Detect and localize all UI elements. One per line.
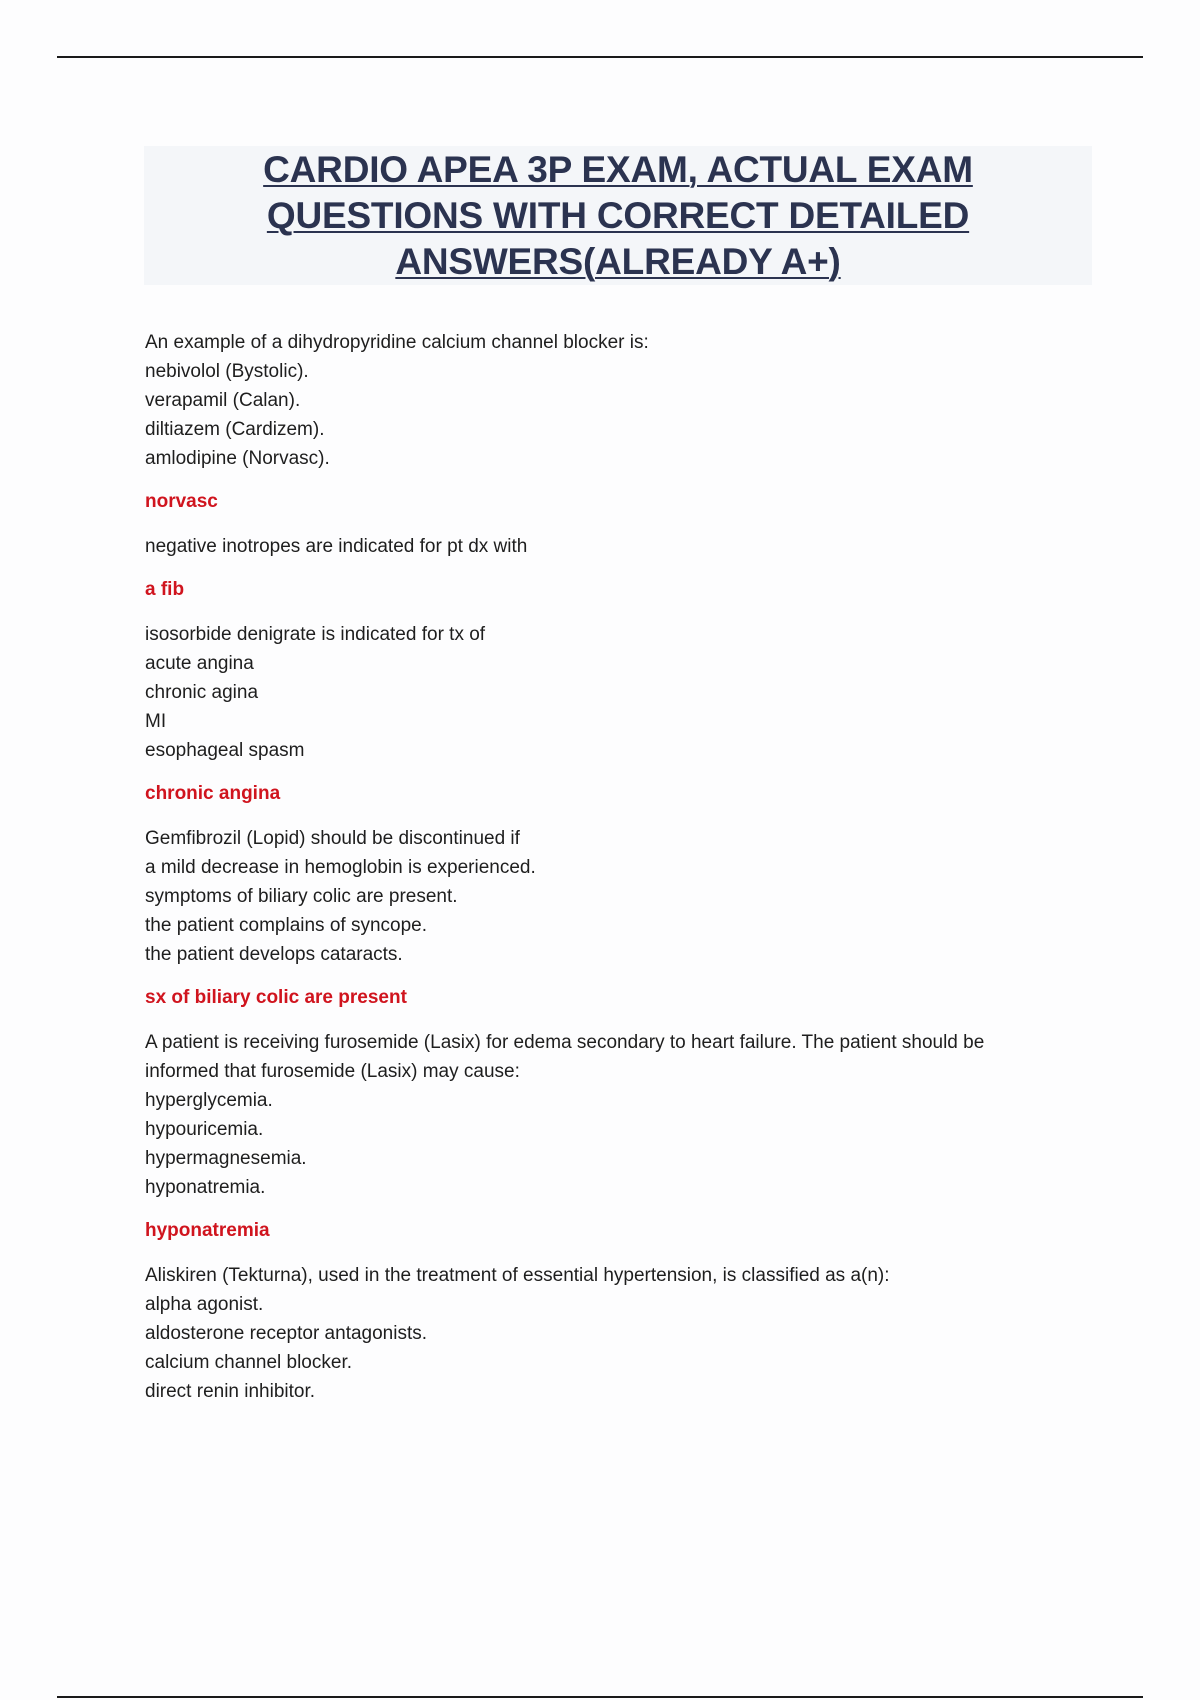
- option-line: amlodipine (Norvasc).: [145, 448, 330, 469]
- option-line: a mild decrease in hemoglobin is experienced.: [145, 857, 536, 878]
- option-line: symptoms of biliary colic are present.: [145, 886, 458, 907]
- document-title: CARDIO APEA 3P EXAM, ACTUAL EXAM QUESTIONS WITH CORRECT DETAILED ANSWERS(ALREADY A+): [263, 148, 973, 282]
- option-line: diltiazem (Cardizem).: [145, 419, 325, 440]
- option-line: aldosterone receptor antagonists.: [145, 1323, 428, 1344]
- option-line: hyperglycemia.: [145, 1090, 273, 1111]
- option-line: chronic agina: [145, 682, 259, 703]
- qa-item-6: [145, 1261, 1085, 1406]
- answer-1: norvasc: [145, 491, 218, 512]
- option-line: alpha agonist.: [145, 1294, 264, 1315]
- question-5: [145, 1028, 1085, 1202]
- qa-item-5: [145, 1028, 1085, 1245]
- qa-list: [145, 328, 1085, 1406]
- question-line: A patient is receiving furosemide (Lasix) for edema secondary to heart failure. The patient should be: [145, 1032, 985, 1053]
- question-line: isosorbide denigrate is indicated for tx of: [145, 624, 486, 645]
- qa-item-1: [145, 328, 1085, 516]
- option-line: hypermagnesemia.: [145, 1148, 307, 1169]
- question-line: negative inotropes are indicated for pt dx with: [145, 536, 528, 557]
- question-line: Gemfibrozil (Lopid) should be discontinued if: [145, 828, 520, 849]
- bottom-rule: [57, 1696, 1143, 1698]
- option-line: direct renin inhibitor.: [145, 1381, 316, 1402]
- option-line: acute angina: [145, 653, 254, 674]
- question-6: [145, 1261, 1085, 1406]
- question-line: informed that furosemide (Lasix) may cause:: [145, 1061, 520, 1082]
- top-rule: [57, 56, 1143, 58]
- question-4: [145, 824, 1085, 969]
- option-line: the patient develops cataracts.: [145, 944, 403, 965]
- option-line: MI: [145, 711, 167, 732]
- qa-item-4: [145, 824, 1085, 1012]
- answer-3: chronic angina: [145, 783, 281, 804]
- question-line: An example of a dihydropyridine calcium channel blocker is:: [145, 332, 649, 353]
- title-banner: [144, 146, 1092, 285]
- question-1: [145, 328, 1085, 473]
- option-line: calcium channel blocker.: [145, 1352, 352, 1373]
- question-3: [145, 620, 1085, 765]
- answer-2: a fib: [145, 579, 185, 600]
- answer-5: hyponatremia: [145, 1220, 270, 1241]
- qa-item-3: [145, 620, 1085, 808]
- question-2: [145, 532, 1085, 561]
- option-line: hyponatremia.: [145, 1177, 266, 1198]
- option-line: the patient complains of syncope.: [145, 915, 428, 936]
- option-line: esophageal spasm: [145, 740, 305, 761]
- option-line: verapamil (Calan).: [145, 390, 301, 411]
- qa-item-2: [145, 532, 1085, 604]
- question-line: Aliskiren (Tekturna), used in the treatment of essential hypertension, is classified as a(n):: [145, 1265, 890, 1286]
- answer-4: sx of biliary colic are present: [145, 987, 407, 1008]
- option-line: hypouricemia.: [145, 1119, 264, 1140]
- option-line: nebivolol (Bystolic).: [145, 361, 309, 382]
